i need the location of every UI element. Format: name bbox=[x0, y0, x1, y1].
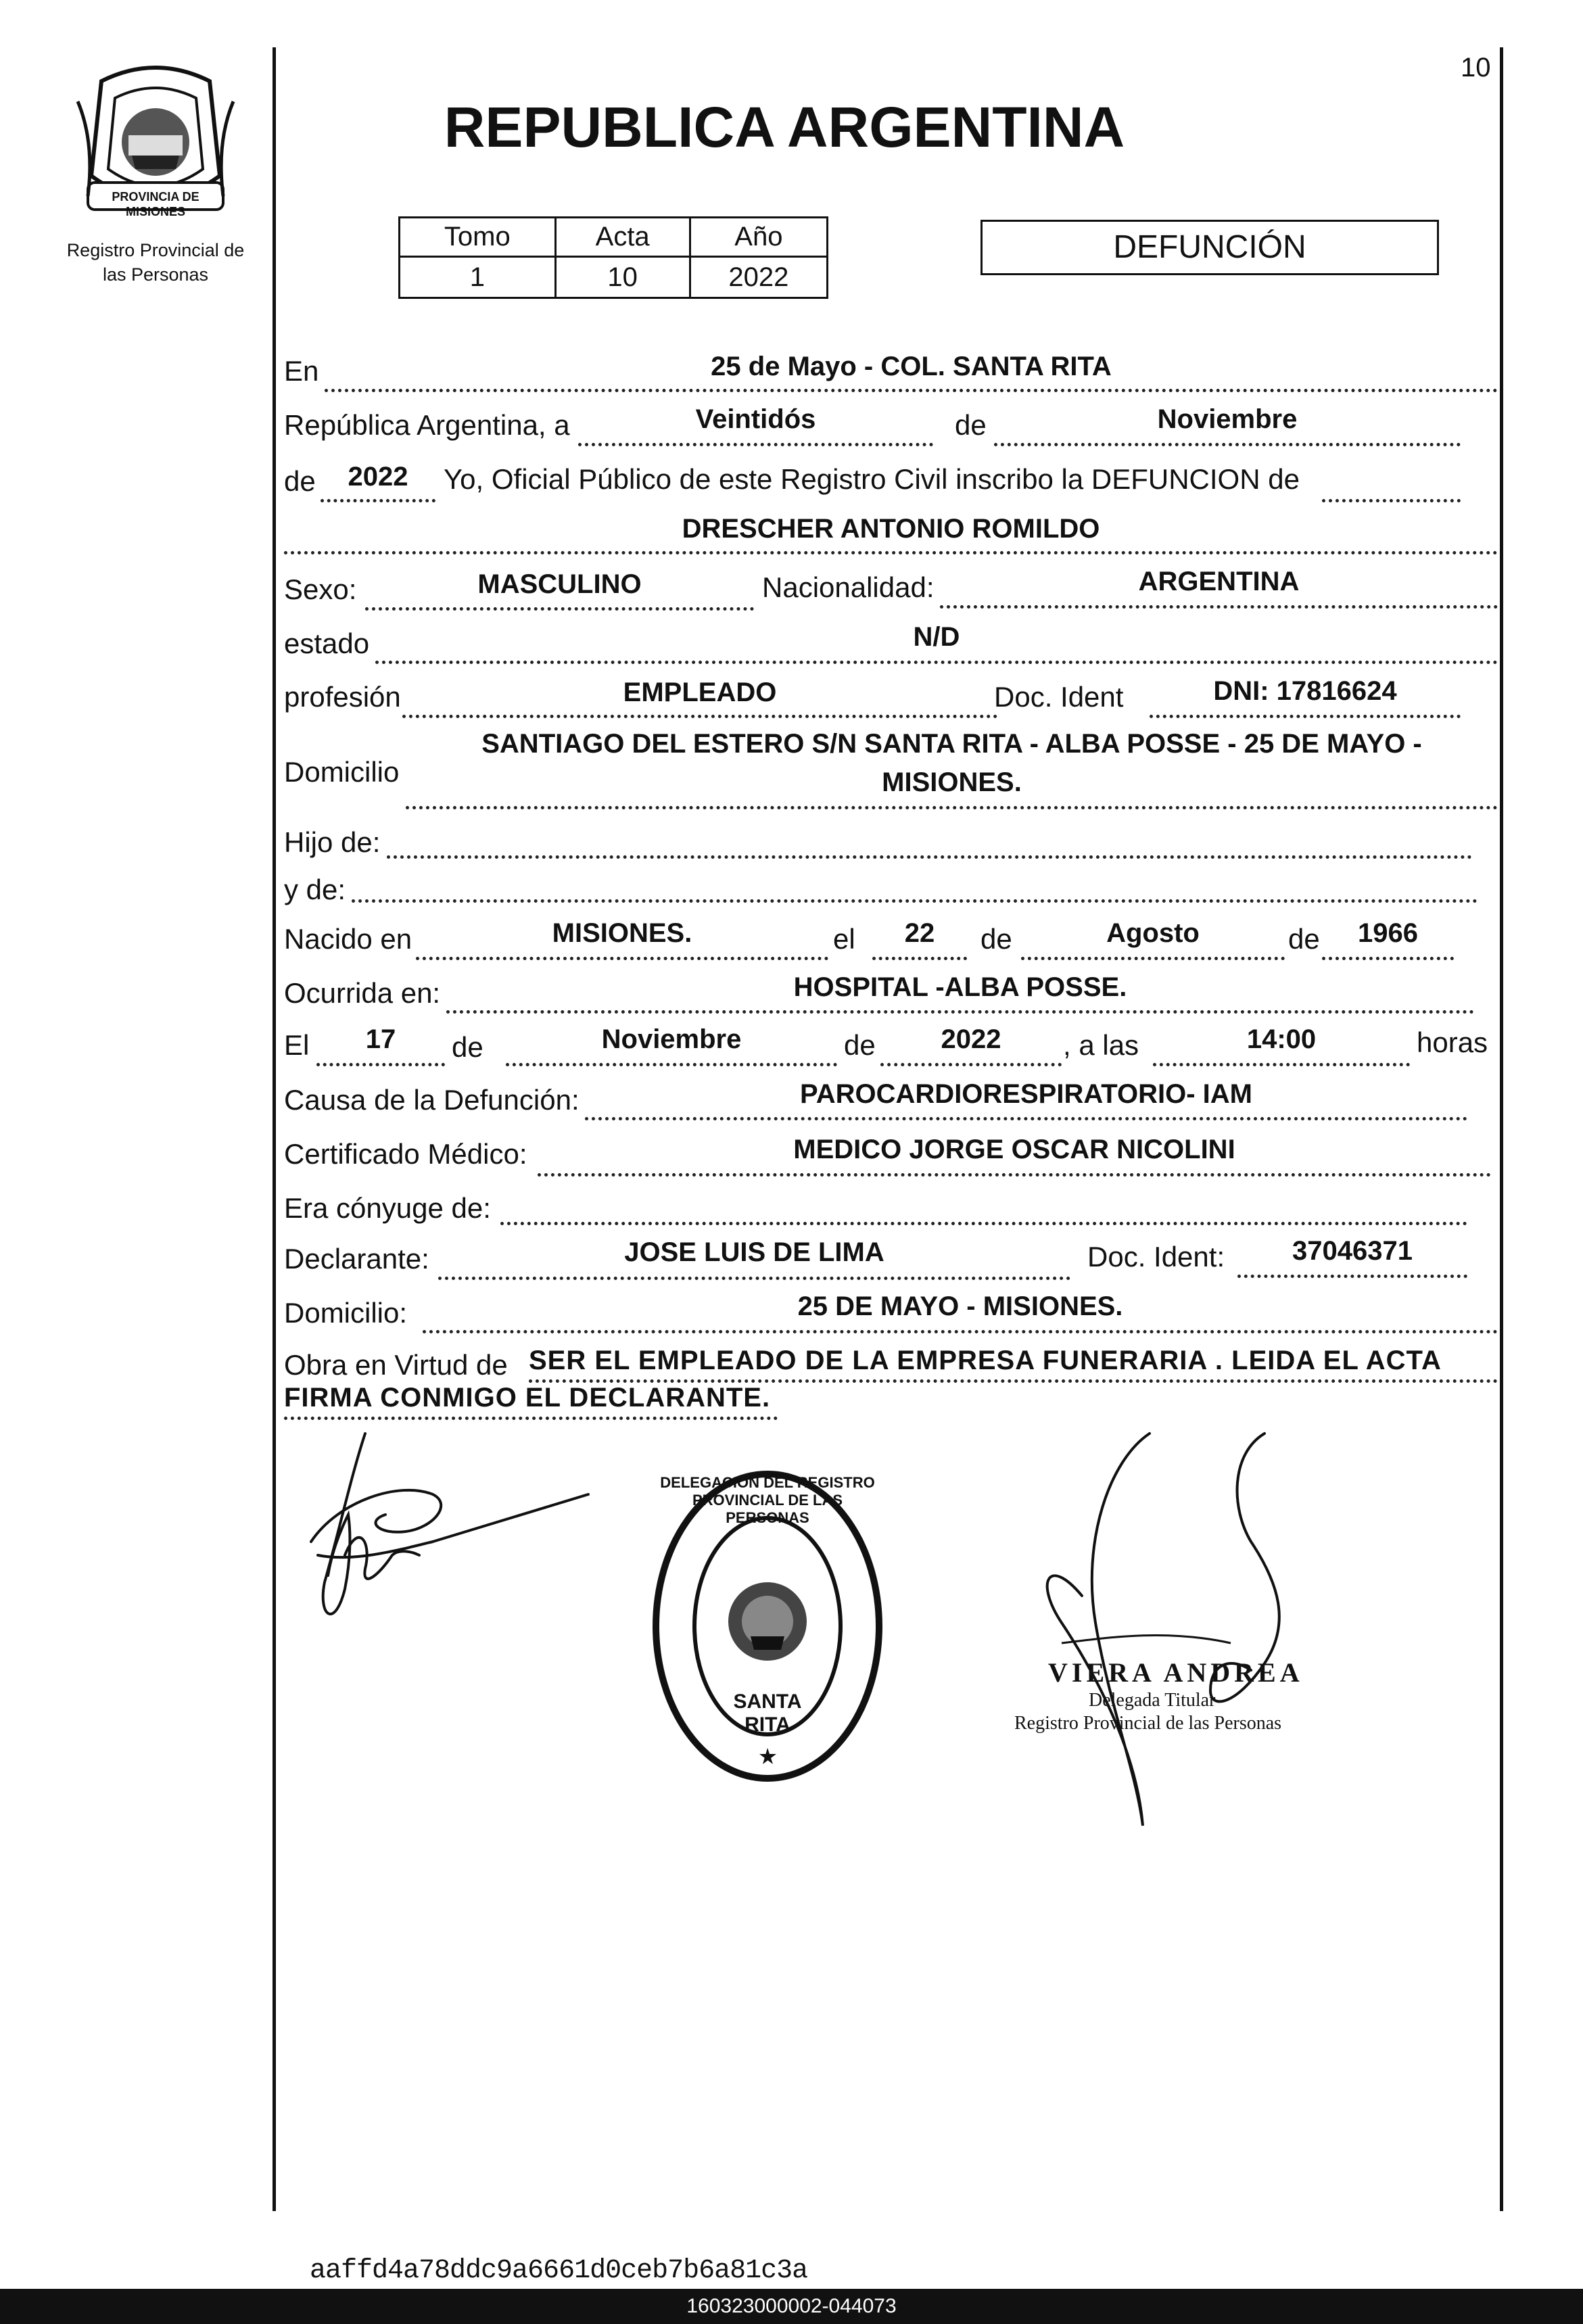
cause-of-death-value: PAROCARDIORESPIRATORIO- IAM bbox=[800, 1079, 1252, 1109]
official-name: VIERA ANDREA bbox=[1048, 1657, 1304, 1688]
death-time-value: 14:00 bbox=[1246, 1024, 1317, 1054]
dotted-line bbox=[538, 1173, 1491, 1177]
dotted-line bbox=[1150, 715, 1461, 718]
label-yo: Yo, Oficial Público de este Registro Civil inscribo la DEFUNCION de bbox=[444, 463, 1300, 495]
birth-month-value: Agosto bbox=[1106, 918, 1200, 948]
dotted-line bbox=[1237, 1275, 1467, 1278]
label-hijo-de: Hijo de: bbox=[284, 826, 381, 858]
label-estado: estado bbox=[284, 627, 370, 659]
dotted-line bbox=[406, 806, 1498, 809]
sex-value: MASCULINO bbox=[477, 569, 642, 599]
label-domicilio: Domicilio bbox=[284, 756, 400, 788]
dotted-line bbox=[1021, 957, 1285, 960]
label-nacionalidad: Nacionalidad: bbox=[762, 571, 935, 603]
declarant-signature bbox=[298, 1420, 602, 1643]
label-declarante: Declarante: bbox=[284, 1243, 429, 1275]
acta-value: 10 bbox=[555, 257, 690, 298]
label-doc-ident: Doc. Ident bbox=[994, 681, 1124, 713]
month-value: Noviembre bbox=[1157, 404, 1298, 434]
label-ocurrida-en: Ocurrida en: bbox=[284, 977, 441, 1009]
dotted-line bbox=[352, 899, 1478, 903]
label-causa: Causa de la Defunción: bbox=[284, 1084, 580, 1116]
dotted-line bbox=[585, 1117, 1467, 1120]
medical-certificate-value: MEDICO JORGE OSCAR NICOLINI bbox=[793, 1135, 1235, 1164]
registry-seal bbox=[649, 1467, 886, 1785]
label-de: de bbox=[284, 465, 316, 497]
label-y-de: y de: bbox=[284, 874, 346, 905]
year-value: 2022 bbox=[348, 462, 408, 492]
label-el: El bbox=[284, 1029, 310, 1061]
label-de: de bbox=[452, 1031, 483, 1063]
dotted-line bbox=[284, 551, 1498, 554]
dotted-line bbox=[940, 605, 1498, 609]
page-number: 10 bbox=[1461, 53, 1491, 82]
dotted-line bbox=[387, 855, 1472, 859]
place-value: 25 de Mayo - COL. SANTA RITA bbox=[711, 352, 1112, 381]
obra-line-2: FIRMA CONMIGO EL DECLARANTE. bbox=[284, 1383, 771, 1413]
declarant-address-value: 25 DE MAYO - MISIONES. bbox=[797, 1291, 1123, 1321]
seal-outer-text: DELEGACION DEL REGISTRO PROVINCIAL DE LAS PERSONAS bbox=[660, 1474, 875, 1526]
dotted-line bbox=[994, 443, 1461, 446]
birth-day-value: 22 bbox=[904, 918, 935, 948]
label-sexo: Sexo: bbox=[284, 573, 357, 605]
acta-header: Acta bbox=[555, 218, 690, 257]
official-stamp bbox=[1014, 1657, 1352, 1734]
dotted-line bbox=[402, 715, 997, 718]
label-a-las: , a las bbox=[1063, 1029, 1139, 1061]
dotted-line bbox=[500, 1222, 1467, 1225]
left-border-line bbox=[273, 47, 276, 2211]
dotted-line bbox=[880, 1063, 1062, 1066]
registry-line-1: Registro Provincial de bbox=[66, 240, 245, 260]
footer-bar bbox=[0, 2289, 1583, 2324]
official-title: Delegada Titular bbox=[1089, 1690, 1216, 1711]
dotted-line bbox=[416, 957, 828, 960]
right-border-line bbox=[1500, 47, 1503, 2211]
label-republica: República Argentina, a bbox=[284, 409, 570, 441]
deceased-name: DRESCHER ANTONIO ROMILDO bbox=[682, 514, 1100, 544]
death-year-value: 2022 bbox=[941, 1024, 1001, 1054]
label-de: de bbox=[844, 1029, 876, 1061]
tomo-header: Tomo bbox=[400, 218, 556, 257]
label-de: de bbox=[1288, 923, 1320, 955]
label-certificado: Certificado Médico: bbox=[284, 1138, 527, 1170]
label-el: el bbox=[833, 923, 855, 955]
declarant-name-value: JOSE LUIS DE LIMA bbox=[624, 1237, 884, 1267]
dotted-line bbox=[1153, 1063, 1410, 1066]
province-logo bbox=[74, 61, 237, 223]
footer-code: 160323000002-044073 bbox=[686, 2295, 897, 2317]
dotted-line bbox=[506, 1063, 837, 1066]
dotted-line bbox=[438, 1277, 1070, 1280]
label-domicilio: Domicilio: bbox=[284, 1297, 408, 1329]
label-horas: horas bbox=[1417, 1026, 1488, 1058]
dotted-line bbox=[375, 661, 1498, 664]
civil-status-value: N/D bbox=[913, 622, 960, 652]
acta-type: DEFUNCIÓN bbox=[1113, 229, 1306, 265]
label-de: de bbox=[955, 409, 987, 441]
birth-place-value: MISIONES. bbox=[552, 918, 692, 948]
anio-value: 2022 bbox=[690, 257, 827, 298]
address-line-2: MISIONES. bbox=[882, 767, 1022, 797]
record-table bbox=[398, 216, 828, 299]
document-hash: aaffd4a78ddc9a6661d0ceb7b6a81c3a bbox=[310, 2256, 808, 2286]
tomo-value: 1 bbox=[400, 257, 556, 298]
dni-value: DNI: 17816624 bbox=[1213, 676, 1397, 706]
day-text-value: Veintidós bbox=[695, 404, 816, 434]
label-doc-ident: Doc. Ident: bbox=[1087, 1241, 1225, 1273]
label-conyuge: Era cónyuge de: bbox=[284, 1192, 491, 1224]
nationality-value: ARGENTINA bbox=[1138, 567, 1300, 596]
official-signature bbox=[1008, 1420, 1332, 1859]
label-nacido-en: Nacido en bbox=[284, 923, 412, 955]
registry-name bbox=[41, 238, 270, 287]
dotted-line bbox=[423, 1330, 1498, 1333]
death-place-value: HOSPITAL -ALBA POSSE. bbox=[793, 972, 1127, 1002]
label-de: de bbox=[980, 923, 1012, 955]
seal-inner-text: SANTA RITA bbox=[733, 1690, 802, 1736]
dotted-line bbox=[1322, 499, 1461, 502]
obra-line-1: SER EL EMPLEADO DE LA EMPRESA FUNERARIA . LEIDA EL ACTA bbox=[529, 1346, 1442, 1375]
dotted-line bbox=[316, 1063, 445, 1066]
dotted-line bbox=[1322, 957, 1454, 960]
label-obra: Obra en Virtud de bbox=[284, 1349, 508, 1381]
label-en: En bbox=[284, 355, 319, 387]
label-profesion: profesión bbox=[284, 681, 401, 713]
address-line-1: SANTIAGO DEL ESTERO S/N SANTA RITA - ALBA POSSE - 25 DE MAYO - bbox=[481, 729, 1422, 759]
registry-line-2: las Personas bbox=[102, 264, 209, 285]
dotted-line bbox=[872, 957, 967, 960]
dotted-line bbox=[578, 443, 933, 446]
official-office: Registro Provincial de las Personas bbox=[1014, 1713, 1282, 1734]
dotted-line bbox=[446, 1010, 1474, 1014]
declarant-doc-value: 37046371 bbox=[1292, 1236, 1413, 1266]
anio-header: Año bbox=[690, 218, 827, 257]
death-month-value: Noviembre bbox=[601, 1024, 742, 1054]
logo-text: PROVINCIA DE MISIONES bbox=[112, 190, 199, 218]
dotted-line bbox=[321, 499, 435, 502]
dotted-line bbox=[325, 389, 1498, 392]
dotted-line bbox=[365, 607, 754, 611]
page-title: REPUBLICA ARGENTINA bbox=[444, 95, 1125, 159]
acta-type-box bbox=[980, 220, 1439, 275]
profession-value: EMPLEADO bbox=[623, 678, 777, 707]
birth-year-value: 1966 bbox=[1358, 918, 1418, 948]
death-day-value: 17 bbox=[365, 1024, 396, 1054]
